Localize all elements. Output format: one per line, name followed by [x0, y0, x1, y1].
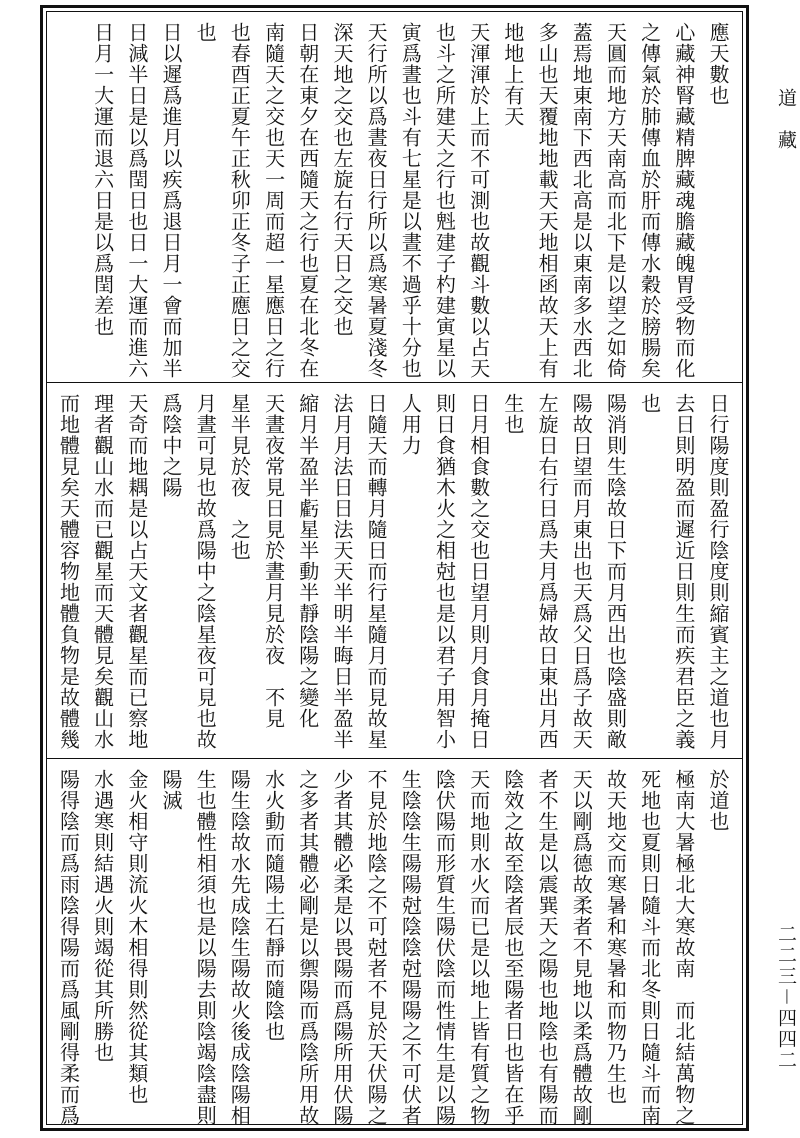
text-column: 也春酉正夏午正秋卯正冬子正應日之交: [227, 22, 252, 379]
text-column: 生陰陰生陽陽尅陰陰尅陽陽之不可伏者: [398, 769, 423, 1126]
text-column: 縮月半盈半虧星半動半靜陰陽之變化: [295, 393, 320, 729]
text-column: 陽得陰而爲雨陰得陽而爲風剛得柔而爲: [56, 769, 81, 1126]
text-register-middle: [48, 385, 741, 758]
text-column: 星半見於夜 之也: [227, 393, 252, 561]
text-column: 也: [637, 393, 662, 414]
text-column: 生也體性相須也是以陽去則陰竭陰盡則: [193, 769, 218, 1126]
text-column: 故天地交而寒暑和寒暑和而物乃生也: [603, 769, 628, 1105]
text-column: 天奇而地耦是以占天文者觀星而已察地: [124, 393, 149, 750]
text-column: 陽生陰故水先成陰生陽故火後成陰陽相: [227, 769, 252, 1126]
text-column: 日月相食數之交也日望月則月食月掩日: [466, 393, 491, 750]
text-column: 心藏神腎藏精脾藏魂膽藏魄胃受物而化: [671, 22, 696, 379]
text-column: 於道也: [706, 769, 730, 832]
text-column: 蓋焉地東南下西北高是以東南多水西北: [569, 22, 594, 379]
text-column: 陰效之故至陰者辰也至陽者日也皆在乎: [500, 769, 525, 1126]
text-column: 天以剛爲德故柔者不見地以柔爲體故剛: [569, 769, 594, 1126]
text-column: 多山也天覆地地載天天地相函故天上有: [535, 22, 560, 379]
text-column: 法月月法日日法天天半明半晦日半盈半: [329, 393, 354, 750]
text-column: 天晝夜常見日見於晝月見於夜 不見: [261, 393, 286, 729]
text-column: 之傳氣於肺傳血於肝而傳水穀於膀腸矣: [637, 22, 662, 379]
text-column: 去日則明盈而遲近日則生而疾君臣之義: [671, 393, 696, 750]
text-column: 日朝在東夕在西隨天之行也夏在北冬在: [295, 22, 320, 379]
text-column: 極南大暑極北大寒故南 而北結萬物之: [671, 769, 696, 1126]
text-column: 天渾渾於上而不可測也故觀斗數以占天: [466, 22, 491, 379]
page-number: 二二三－四四二: [775, 924, 797, 1072]
text-column: 月晝可見也故爲陽中之陰星夜可見也故: [193, 393, 218, 750]
text-column: 也斗之所建天之行也𣁽建子杓建寅星以: [432, 22, 457, 379]
text-register-bottom: [48, 761, 741, 1127]
text-column: 日減半日是以爲閏日也日一大運而進六: [124, 22, 149, 379]
text-column: 而地體見矣天體容物地體負物是故體幾: [56, 393, 81, 750]
text-column: 死地也夏則日隨斗而北冬則日隨斗而南: [637, 769, 662, 1126]
register-divider-2: [46, 758, 743, 759]
text-column: 者不生是以震巽天之陽也地陰也有陽而: [535, 769, 560, 1126]
text-column: 生也: [500, 393, 525, 435]
text-column: 水遇寒則結遇火則竭從其所勝也: [90, 769, 115, 1063]
text-column: 人用力: [398, 393, 423, 456]
text-column: 地地上有天: [500, 22, 525, 127]
text-column: 水火動而隨陽土石靜而隨陰也: [261, 769, 286, 1042]
text-column: 左旋日右行日爲夫月爲婦故日東出月西: [535, 393, 560, 750]
text-column: 日以遲爲進月以疾爲退日月一會而加半: [159, 22, 183, 379]
text-column: 應天數也: [706, 22, 730, 106]
text-column: 南隨天之交也天一周而超一星應日之行: [261, 22, 286, 379]
text-column: 陽故日望而月東出也天爲父日爲子故天: [569, 393, 594, 750]
text-column: 日月一大運而退六日是以爲閏差也: [90, 22, 115, 337]
text-column: 則日食猶木火之相尅也是以君子用智小: [432, 393, 457, 750]
book-title: 道 藏: [775, 88, 797, 151]
text-column: 不見於地陰之不可尅者不見於天伏陽之: [364, 769, 389, 1126]
text-column: 深天地之交也左旋右行天日之交也: [329, 22, 354, 337]
text-column: 日行陽度則盈行陰度則縮賓主之道也月: [706, 393, 730, 750]
register-divider-1: [46, 382, 743, 383]
text-column: 理者觀山水而已觀星而天體見矣觀山水: [90, 393, 115, 750]
text-column: 陽消則生陰故日下而月西出也陰盛則敵: [603, 393, 628, 750]
text-column: 金火相守則流火木相得則然從其類也: [124, 769, 149, 1105]
text-column: 之多者其體必剛是以禦陽而爲陰所用故: [295, 769, 320, 1126]
text-column: 也: [193, 22, 218, 43]
text-column: 天圓而地方天南高而北下是以望之如倚: [603, 22, 628, 379]
text-column: 天而地則水火而已是以地上皆有質之物: [466, 769, 491, 1126]
text-column: 日隨天而轉月隨日而行星隨月而見故星: [364, 393, 389, 750]
text-column: 爲陰中之陽: [159, 393, 183, 498]
text-register-top: [48, 14, 741, 382]
text-column: 寅爲晝也斗有七星是以晝不過乎十分也: [398, 22, 423, 379]
text-column: 陽滅: [159, 769, 183, 811]
text-column: 少者其體必柔是以畏陽而爲陽所用伏陽: [329, 769, 354, 1126]
text-column: 天行所以爲晝夜日行所以爲寒暑夏淺冬: [364, 22, 389, 379]
text-column: 陰伏陽而形質生陽伏陰而性情生是以陽: [432, 769, 457, 1126]
